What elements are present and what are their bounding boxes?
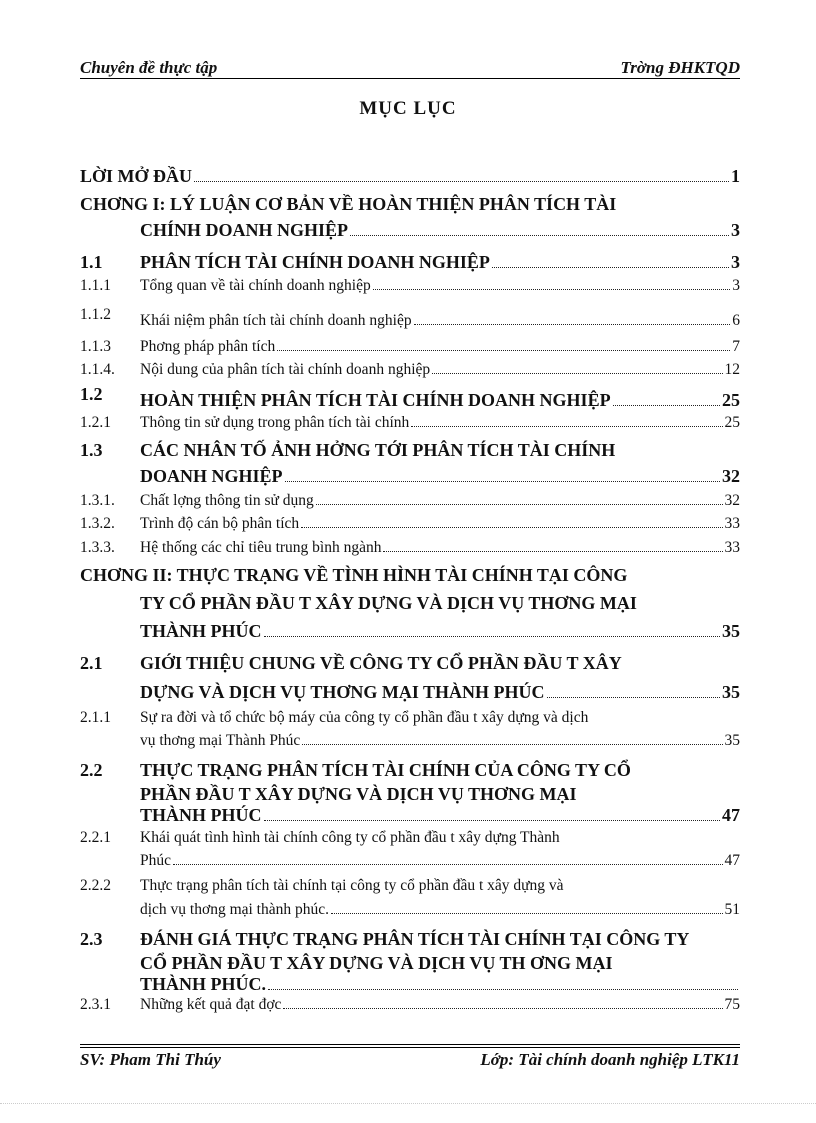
- toc-page: 32: [722, 466, 740, 486]
- toc-text: Trình độ cán bộ phân tích: [140, 515, 300, 532]
- toc-entry: [80, 492, 740, 510]
- toc-text: dịch vụ thơng mại thành phúc.: [140, 901, 329, 918]
- toc-leader: [613, 405, 720, 406]
- toc-text: Hệ thống các chỉ tiêu trung bình ngành: [140, 539, 382, 556]
- toc-leader: [373, 289, 731, 290]
- header-left: Chuyên đề thực tập: [80, 58, 218, 77]
- toc-page: 6: [732, 312, 740, 329]
- toc-page: 25: [724, 414, 740, 431]
- toc-entry: [80, 166, 740, 187]
- toc-entry: [80, 194, 740, 215]
- toc-entry: [140, 593, 740, 614]
- toc-text: Khái quát tình hình tài chính công ty cổ phần đầu t xây dựng Thành: [140, 829, 560, 846]
- toc-page: 3: [731, 220, 740, 240]
- toc-entry: [80, 539, 740, 557]
- toc-entry: [80, 306, 740, 330]
- header-right: Trờng ĐHKTQD: [620, 58, 740, 77]
- toc-number: 1.1: [80, 252, 103, 272]
- toc-number: 1.1.1: [80, 277, 111, 294]
- toc-entry: [140, 974, 740, 995]
- toc-page: 12: [724, 361, 740, 378]
- toc-entry: [80, 277, 740, 295]
- toc-text: GIỚI THIỆU CHUNG VỀ CÔNG TY CỔ PHẦN ĐẦU T XÂY: [140, 653, 622, 673]
- toc-page: 3: [732, 277, 740, 294]
- toc-entry: [80, 709, 740, 727]
- toc-text: CHÍNH DOANH NGHIỆP: [140, 220, 349, 240]
- toc-entry: [140, 621, 740, 642]
- toc-entry: [80, 384, 740, 411]
- toc-number: 2.2.2: [80, 877, 111, 894]
- page-title: MỤC LỤC: [359, 98, 457, 119]
- toc-number: 1.3.3.: [80, 539, 115, 556]
- toc-page: 35: [724, 732, 740, 749]
- toc-leader: [411, 426, 722, 427]
- toc-page: 35: [722, 682, 740, 702]
- toc-leader: [547, 697, 720, 698]
- toc-page: 1: [731, 166, 740, 186]
- footer-right: Lớp: Tài chính doanh nghiệp LTK11: [480, 1050, 740, 1069]
- toc-leader: [194, 181, 729, 182]
- toc-text: PHÂN TÍCH TÀI CHÍNH DOANH NGHIỆP: [140, 252, 490, 272]
- toc-text: CHƠNG II: THỰC TRẠNG VỀ TÌNH HÌNH TÀI CHÍNH TẠI CÔNG: [80, 565, 628, 585]
- toc-text: Tổng quan về tài chính doanh nghiệp: [140, 277, 371, 294]
- toc-leader: [301, 527, 722, 528]
- toc-page: 51: [724, 901, 740, 918]
- footer-left: SV: Pham Thi Thúy: [80, 1050, 221, 1069]
- toc-leader: [283, 1008, 722, 1009]
- toc-entry: [80, 996, 740, 1014]
- toc-page: 35: [722, 621, 740, 641]
- footer-rule-top: [80, 1044, 740, 1045]
- toc-number: 2.2.1: [80, 829, 111, 846]
- toc-number: 2.2: [80, 760, 103, 780]
- toc-text: Thông tin sử dụng trong phân tích tài chính: [140, 414, 410, 431]
- toc-entry: [140, 805, 740, 826]
- toc-number: 1.3: [80, 440, 103, 460]
- toc-text: Nội dung của phân tích tài chính doanh nghiệp: [140, 361, 431, 378]
- toc-page: 47: [722, 805, 740, 825]
- toc-text: TY CỔ PHẦN ĐẦU T XÂY DỰNG VÀ DỊCH VỤ THƠNG MẠI: [140, 593, 637, 613]
- toc-text: CỔ PHẦN ĐẦU T XÂY DỰNG VÀ DỊCH VỤ TH ƠNG MẠI: [140, 953, 613, 973]
- toc-number: 2.1: [80, 653, 103, 673]
- toc-entry: [80, 565, 740, 586]
- toc-entry: [140, 953, 740, 974]
- toc-text: Những kết quả đạt đợc: [140, 996, 282, 1013]
- toc-leader: [173, 864, 723, 865]
- toc-leader: [414, 324, 731, 325]
- toc-leader: [383, 551, 722, 552]
- page-footer: [80, 1050, 740, 1072]
- toc-entry: [80, 929, 740, 950]
- toc-entry: [80, 829, 740, 847]
- toc-page: 33: [724, 539, 740, 556]
- toc-entry: [80, 361, 740, 379]
- toc-number: 1.3.1.: [80, 492, 115, 509]
- toc-page: 33: [724, 515, 740, 532]
- toc-page: 75: [724, 996, 740, 1013]
- toc-text: DOANH NGHIỆP: [140, 466, 283, 486]
- toc-leader: [432, 373, 722, 374]
- toc-leader: [285, 481, 720, 482]
- toc-number: 2.3.1: [80, 996, 111, 1013]
- toc-text: THÀNH PHÚC: [140, 805, 262, 825]
- toc-entry: [80, 877, 740, 895]
- toc-text: Sự ra đời và tổ chức bộ máy của công ty cổ phần đầu t xây dựng và dịch: [140, 709, 589, 726]
- footer-rule-bottom: [80, 1047, 740, 1048]
- toc-entry: [140, 852, 740, 870]
- toc-text: Phơng pháp phân tích: [140, 338, 276, 355]
- toc-text: THỰC TRẠNG PHÂN TÍCH TÀI CHÍNH CỦA CÔNG TY CỔ: [140, 760, 631, 780]
- toc-text: THÀNH PHÚC.: [140, 974, 266, 994]
- toc-entry: [80, 338, 740, 356]
- toc-text: PHẦN ĐẦU T XÂY DỰNG VÀ DỊCH VỤ THƠNG MẠI: [140, 784, 577, 804]
- toc-text: Khái niệm phân tích tài chính doanh nghiệp: [140, 312, 412, 329]
- toc-leader: [264, 820, 721, 821]
- toc-entry: [80, 414, 740, 432]
- toc-entry: [80, 653, 740, 674]
- toc-entry: [80, 515, 740, 533]
- toc-text: vụ thơng mại Thành Phúc: [140, 732, 301, 749]
- toc-number: 1.3.2.: [80, 515, 115, 532]
- toc-number: 1.1.3: [80, 338, 111, 355]
- toc-leader: [492, 267, 729, 268]
- toc-entry: [140, 784, 740, 805]
- toc-page: 25: [722, 390, 740, 410]
- toc-entry: [140, 901, 740, 919]
- toc-number: 1.2: [80, 384, 103, 404]
- toc-entry: [140, 732, 740, 750]
- toc-text: HOÀN THIỆN PHÂN TÍCH TÀI CHÍNH DOANH NGHIỆP: [140, 390, 611, 410]
- toc-leader: [331, 913, 723, 914]
- toc-page: 47: [724, 852, 740, 869]
- toc-entry: [140, 466, 740, 487]
- toc-number: 1.1.2: [80, 306, 111, 323]
- toc-entry: [140, 220, 740, 241]
- toc-text: Phúc: [140, 852, 171, 869]
- toc-text: CÁC NHÂN TỐ ẢNH HỞNG TỚI PHÂN TÍCH TÀI CHÍNH: [140, 440, 616, 460]
- page-header: [80, 58, 740, 80]
- toc-text: THÀNH PHÚC: [140, 621, 262, 641]
- toc-text: ĐÁNH GIÁ THỰC TRẠNG PHÂN TÍCH TÀI CHÍNH TẠI CÔNG TY: [140, 929, 690, 949]
- toc-number: 1.2.1: [80, 414, 111, 431]
- toc-text: Chất lợng thông tin sử dụng: [140, 492, 314, 509]
- toc-leader: [268, 989, 738, 990]
- toc-leader: [316, 504, 723, 505]
- toc-number: 2.1.1: [80, 709, 111, 726]
- toc-leader: [302, 744, 722, 745]
- toc-page: 32: [724, 492, 740, 509]
- toc-leader: [350, 235, 729, 236]
- toc-entry: [80, 760, 740, 781]
- header-rule: [80, 78, 740, 79]
- toc-text: DỰNG VÀ DỊCH VỤ THƠNG MẠI THÀNH PHÚC: [140, 682, 545, 702]
- toc-text: Thực trạng phân tích tài chính tại công ty cổ phần đầu t xây dựng và: [140, 877, 564, 894]
- toc-page: 7: [732, 338, 740, 355]
- toc-text: LỜI MỞ ĐẦU: [80, 166, 192, 186]
- toc-text: CHƠNG I: LÝ LUẬN CƠ BẢN VỀ HOÀN THIỆN PHÂN TÍCH TÀI: [80, 194, 617, 214]
- toc-entry: [140, 682, 740, 703]
- toc-number: 2.3: [80, 929, 103, 949]
- page-bottom-border: [0, 1103, 816, 1104]
- toc-page: 3: [731, 252, 740, 272]
- toc-entry: [80, 440, 740, 461]
- toc-number: 1.1.4.: [80, 361, 115, 378]
- toc-leader: [264, 636, 721, 637]
- toc-entry: [80, 252, 740, 273]
- toc-leader: [277, 350, 730, 351]
